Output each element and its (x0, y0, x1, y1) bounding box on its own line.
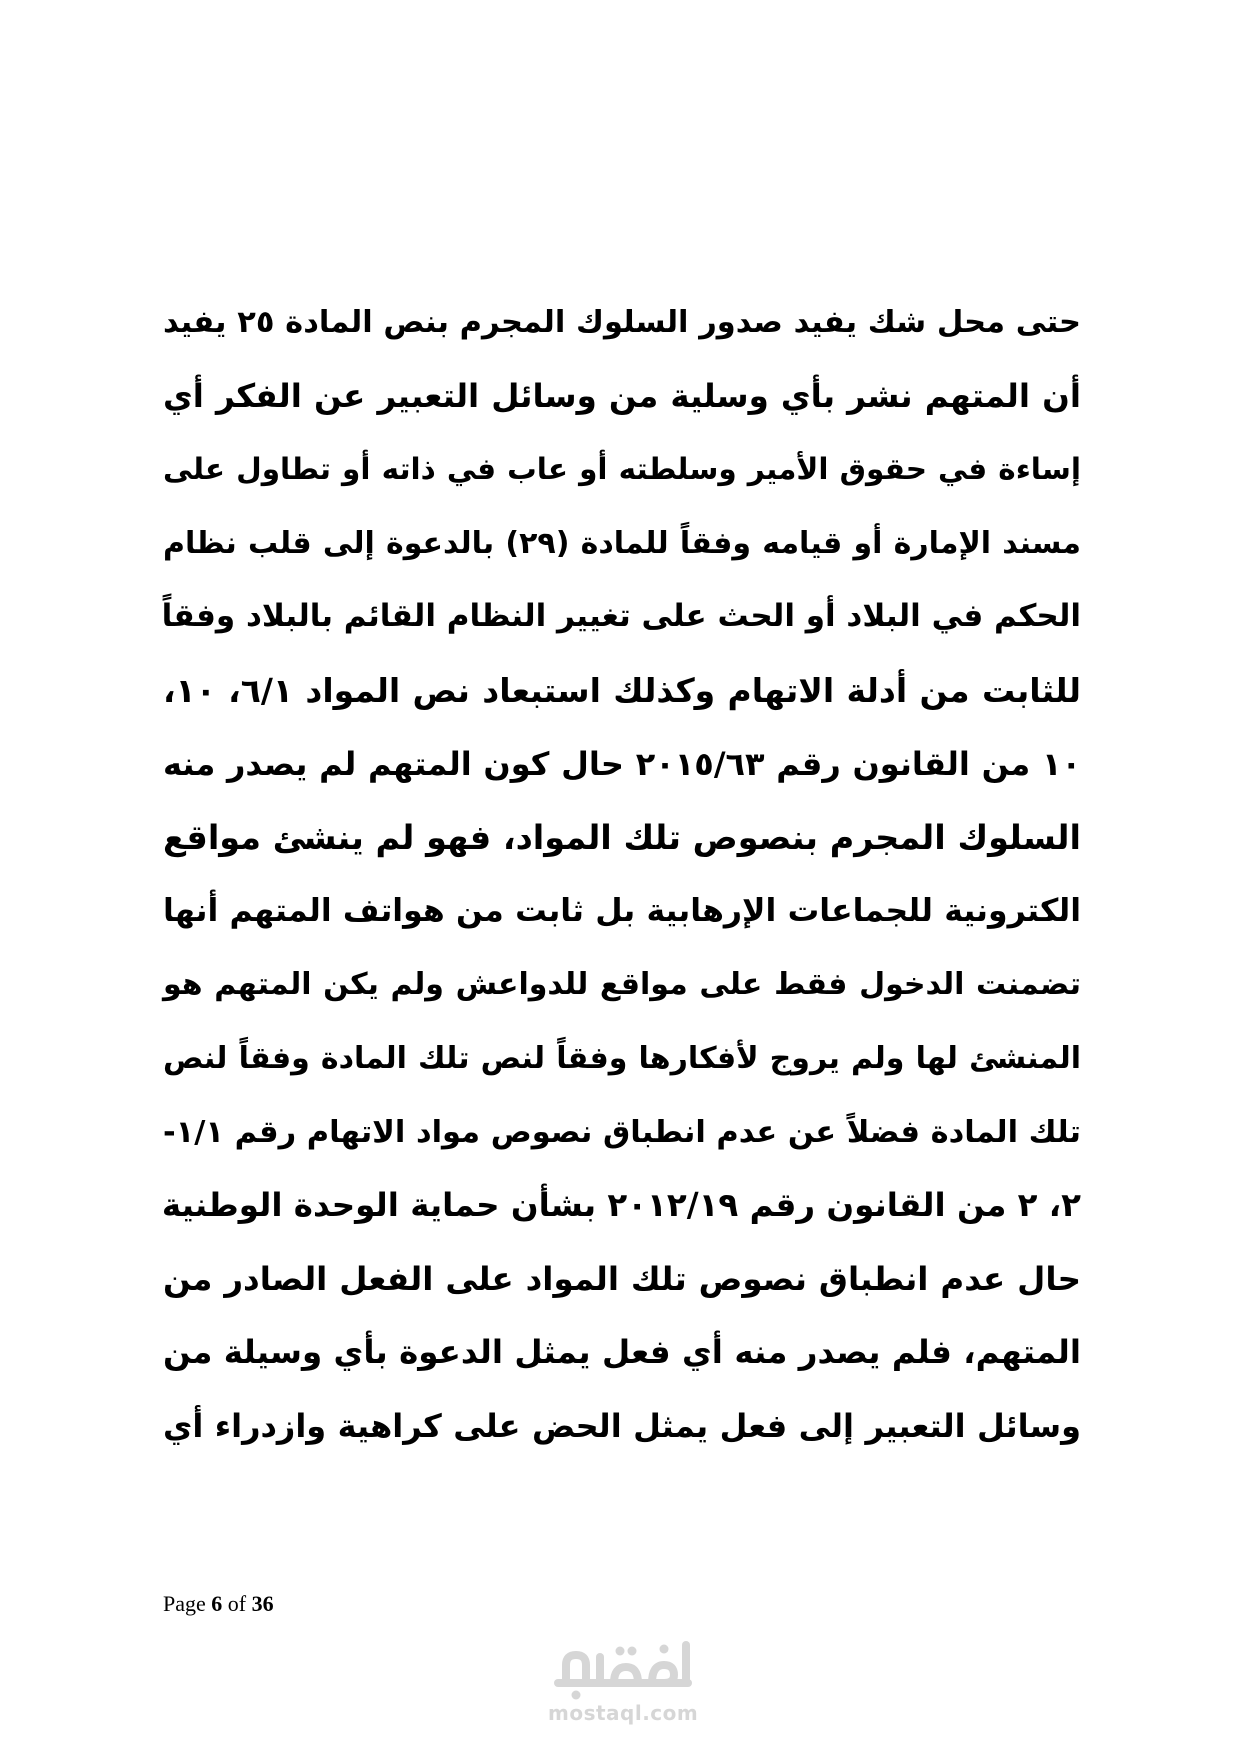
text-line: حتى محل شك يفيد صدور السلوك المجرم بنص المادة ٢٥ يفيد (163, 305, 1082, 340)
text-line: السلوك المجرم بنصوص تلك المواد، فهو لم ينشئ مواقع (163, 818, 1081, 858)
text-line: تلك المادة فضلاً عن عدم انطباق نصوص مواد الاتهام رقم ١/١- (163, 1114, 1081, 1150)
text-line: أن المتهم نشر بأي وسلية من وسائل التعبير عن الفكر أي (163, 376, 1081, 415)
text-line: ١٠ من القانون رقم ٢٠١٥/٦٣ حال كون المتهم لم يصدر منه (163, 744, 1082, 783)
of-word: of (227, 1591, 247, 1616)
text-line: وسائل التعبير إلى فعل يمثل الحض على كراهية وازدراء أي (163, 1406, 1081, 1445)
text-line: المنشئ لها ولم يروج لأفكارها وفقاً لنص تلك المادة وفقاً لنص (163, 1040, 1081, 1076)
text-line: ٢، ٢ من القانون رقم ٢٠١٢/١٩ بشأن حماية الوحدة الوطنية (161, 1186, 1081, 1225)
text-line: للثابت من أدلة الاتهام وكذلك استبعاد نص المواد ٦/١، ١٠، (163, 670, 1082, 710)
text-line: إساءة في حقوق الأمير وسلطته أو عاب في ذاته أو تطاول على (163, 452, 1081, 487)
text-line: مسند الإمارة أو قيامه وفقاً للمادة (٢٩) بالدعوة إلى قلب نظام (163, 525, 1081, 561)
mostaql-logo-icon (548, 1635, 698, 1703)
mostaql-watermark (548, 1635, 698, 1735)
page-word: Page (163, 1591, 206, 1616)
text-line: المتهم، فلم يصدر منه أي فعل يمثل الدعوة بأي وسيلة من (163, 1333, 1081, 1372)
text-line: الكترونية للجماعات الإرهابية بل ثابت من هواتف المتهم أنها (163, 892, 1081, 929)
current-page-number: 6 (211, 1591, 223, 1616)
page-number-footer (163, 1591, 274, 1617)
watermark-domain: mostaql.com (548, 1701, 699, 1725)
text-line: تضمنت الدخول فقط على مواقع للدواعش ولم يكن المتهم هو (163, 967, 1081, 1003)
text-line: الحكم في البلاد أو الحث على تغيير النظام القائم بالبلاد وفقاً (161, 598, 1081, 635)
document-body (163, 286, 1081, 1464)
text-line: حال عدم انطباق نصوص تلك المواد على الفعل الصادر من (163, 1259, 1081, 1298)
total-pages-number: 36 (251, 1591, 274, 1616)
